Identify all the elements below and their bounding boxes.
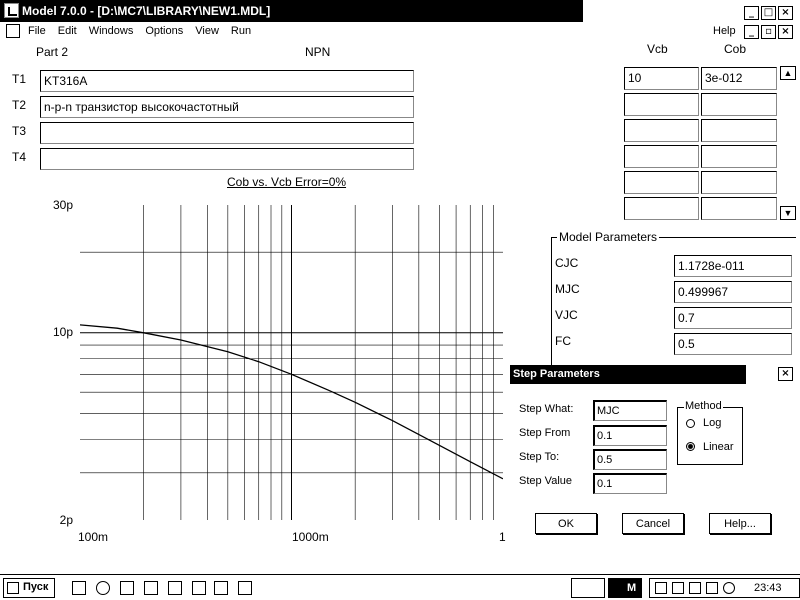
y-tick-label: 30p bbox=[52, 198, 73, 212]
chart-title: Cob vs. Vcb Error=0% bbox=[227, 175, 347, 189]
taskbar bbox=[0, 574, 800, 600]
param-name: FC bbox=[555, 334, 571, 348]
step-to-field[interactable]: 0.5 bbox=[593, 449, 667, 470]
cancel-button[interactable]: Cancel bbox=[622, 513, 684, 534]
ok-button[interactable]: OK bbox=[535, 513, 597, 534]
step-what-field[interactable]: MJC bbox=[593, 400, 667, 421]
model-parameters-title: Model Parameters bbox=[559, 230, 658, 244]
app-icon[interactable] bbox=[214, 581, 228, 595]
dialog-close-button[interactable]: × bbox=[778, 367, 793, 381]
doc-close-button[interactable]: × bbox=[778, 25, 793, 39]
step-parameters-dialog bbox=[510, 365, 800, 550]
tray-icon[interactable] bbox=[672, 582, 684, 594]
type-label: NPN bbox=[305, 45, 331, 59]
app-icon[interactable] bbox=[238, 581, 252, 595]
linear-radio-label[interactable]: Linear bbox=[703, 441, 734, 453]
cob-vs-vcb-plot[interactable] bbox=[80, 205, 503, 520]
step-to-label: Step To: bbox=[519, 451, 560, 463]
step-value-label: Step Value bbox=[519, 475, 573, 487]
step-from-label: Step From bbox=[519, 427, 571, 439]
log-radio-label[interactable]: Log bbox=[703, 417, 722, 429]
method-label: Method bbox=[685, 400, 722, 412]
table-cell-cob-2[interactable] bbox=[701, 93, 777, 116]
table-header-vcb: Vcb bbox=[647, 42, 668, 56]
table-cell-vcb-1[interactable]: 10 bbox=[624, 67, 699, 90]
system-tray bbox=[649, 578, 800, 598]
speaker-icon[interactable] bbox=[655, 582, 667, 594]
app-icon[interactable] bbox=[4, 3, 19, 18]
table-cell-vcb-2[interactable] bbox=[624, 93, 699, 116]
menu-windows[interactable]: Windows bbox=[88, 25, 134, 37]
table-cell-cob-5[interactable] bbox=[701, 171, 777, 194]
doc-restore-button[interactable]: ▫ bbox=[761, 25, 776, 39]
param-name: VJC bbox=[555, 308, 578, 322]
doc-minimize-button[interactable]: _ bbox=[744, 25, 759, 39]
table-header-cob: Cob bbox=[724, 42, 747, 56]
scroll-up-arrow[interactable]: ▲ bbox=[780, 66, 796, 80]
tray-icon[interactable] bbox=[689, 582, 701, 594]
start-button[interactable] bbox=[3, 578, 55, 598]
table-scrollbar[interactable] bbox=[780, 66, 796, 220]
start-label: Пуск bbox=[23, 581, 49, 593]
x-tick-label: 1000m bbox=[292, 530, 329, 544]
param-name: CJC bbox=[555, 256, 579, 270]
step-value-field[interactable]: 0.1 bbox=[593, 473, 667, 494]
table-cell-vcb-3[interactable] bbox=[624, 119, 699, 142]
tool-icon[interactable] bbox=[192, 581, 206, 595]
step-from-field[interactable]: 0.1 bbox=[593, 425, 667, 446]
param-value-vjc[interactable]: 0.7 bbox=[674, 307, 792, 329]
table-cell-vcb-4[interactable] bbox=[624, 145, 699, 168]
table-cell-cob-4[interactable] bbox=[701, 145, 777, 168]
taskbar-button-active[interactable] bbox=[608, 578, 642, 598]
param-value-cjc[interactable]: 1.1728e-011 bbox=[674, 255, 792, 277]
menu-run[interactable]: Run bbox=[230, 25, 252, 37]
tray-icon[interactable] bbox=[706, 582, 718, 594]
document-icon[interactable] bbox=[6, 24, 20, 38]
t3-field[interactable] bbox=[40, 122, 414, 144]
linear-radio[interactable] bbox=[686, 442, 695, 451]
t3-label: T3 bbox=[12, 124, 27, 138]
menu-view[interactable]: View bbox=[195, 25, 219, 37]
menu-help[interactable]: Help bbox=[713, 25, 736, 37]
y-tick-label: 10p bbox=[52, 325, 73, 339]
app-icon[interactable] bbox=[168, 581, 182, 595]
method-group bbox=[677, 407, 743, 465]
t4-label: T4 bbox=[12, 150, 27, 164]
menu-file[interactable]: File bbox=[28, 25, 46, 37]
table-cell-vcb-6[interactable] bbox=[624, 197, 699, 220]
menu-bar bbox=[28, 25, 263, 39]
part-label: Part 2 bbox=[36, 45, 69, 59]
step-what-label: Step What: bbox=[519, 403, 574, 415]
table-cell-cob-1[interactable]: 3e-012 bbox=[701, 67, 777, 90]
param-value-fc[interactable]: 0.5 bbox=[674, 333, 792, 355]
table-cell-vcb-5[interactable] bbox=[624, 171, 699, 194]
help-button[interactable]: Help... bbox=[709, 513, 771, 534]
log-radio[interactable] bbox=[686, 419, 695, 428]
t1-label: T1 bbox=[12, 72, 27, 86]
window-titlebar bbox=[0, 0, 583, 22]
menu-options[interactable]: Options bbox=[145, 25, 184, 37]
taskbar-button-label: M bbox=[627, 582, 637, 594]
y-tick-label: 2p bbox=[59, 513, 73, 527]
menu-edit[interactable]: Edit bbox=[57, 25, 77, 37]
quicklaunch-icon[interactable] bbox=[72, 581, 86, 595]
dialog-titlebar: Step Parameters bbox=[510, 365, 746, 384]
minimize-button[interactable]: _ bbox=[744, 6, 759, 20]
t2-field[interactable]: n-p-n транзистор высокочастотный bbox=[40, 96, 414, 118]
editor-icon[interactable] bbox=[120, 581, 134, 595]
t4-field[interactable] bbox=[40, 148, 414, 170]
param-name: MJC bbox=[555, 282, 580, 296]
x-tick-label: 100m bbox=[78, 530, 109, 544]
table-cell-cob-3[interactable] bbox=[701, 119, 777, 142]
table-cell-cob-6[interactable] bbox=[701, 197, 777, 220]
clock: 23:43 bbox=[754, 582, 782, 594]
t2-label: T2 bbox=[12, 98, 27, 112]
windows-logo-icon bbox=[7, 582, 19, 594]
param-value-mjc[interactable]: 0.499967 bbox=[674, 281, 792, 303]
x-tick-label: 1 bbox=[499, 530, 506, 544]
taskbar-button[interactable] bbox=[571, 578, 605, 598]
window-title: Model 7.0.0 - [D:\MC7\LIBRARY\NEW1.MDL] bbox=[22, 4, 271, 18]
scroll-down-arrow[interactable]: ▼ bbox=[780, 206, 796, 220]
maximize-button[interactable]: □ bbox=[761, 6, 776, 20]
tray-icon[interactable] bbox=[723, 582, 735, 594]
close-button[interactable]: × bbox=[778, 6, 793, 20]
browser-icon[interactable] bbox=[96, 581, 110, 595]
t1-field[interactable]: KT316A bbox=[40, 70, 414, 92]
word-icon[interactable] bbox=[144, 581, 158, 595]
